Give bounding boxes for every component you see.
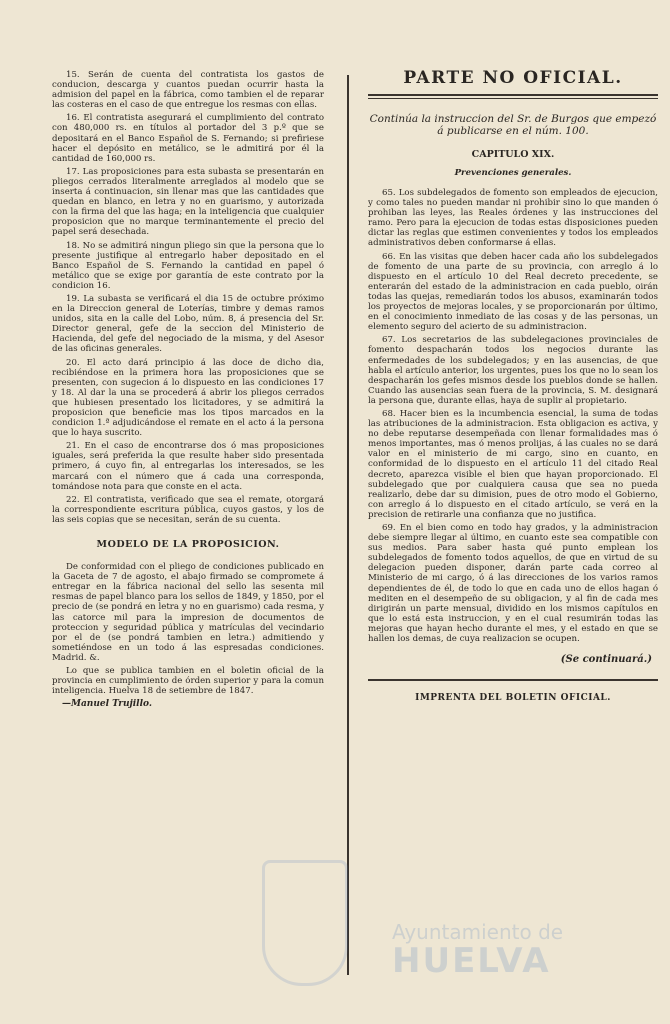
condition-20: 20. El acto dará principio á las doce de dicho dia, recibiéndose en la primera hora las proposiciones que se presenten, con sugecion á lo dispuesto en las condiciones 17 y 18. Al dar la una se procederá á abrir los pliegos cerrados que hubiesen presentado los licitadores, y se admitirá la proposicion que beneficie mas los tipos marcados en la condicion 1.ª adjudicándose el remate en el acto á la persona que lo haya suscrito. <box>52 357 324 439</box>
article-67: 67. Los secretarios de las subdelegaciones provinciales de fomento despacharán todos los negocios durante las enfermedades de los subdelegados; y en las ausencias, de que habla el artículo anterior, los urgentes, pues los que no lo sean los despacharán los gefes mismos desde los pueblos donde se hallen. Cuando las ausencias sean fuera de la provincia, S. M. designará la persona que, durante ellas, haya de suplir al propietario. <box>368 335 658 406</box>
chapter-heading: CAPITULO XIX. <box>471 149 555 160</box>
article-65: 65. Los subdelegados de fomento son empleados de ejecucion, y como tales no pueden mandar ni prohibir sino lo que manden ó prohiban las leyes, las Reales órdenes y las instrucciones del ramo. Pero para la ejecucion de todas estas disposiciones pueden dictar las reglas que estimen convenientes y todos los empleados administrativos deben conformarse á ellas. <box>368 188 658 249</box>
continued-note: (Se continuará.) <box>560 654 652 666</box>
article-66: 66. En las visitas que deben hacer cada año los subdelegados de fomento de una parte de su provincia, con arreglo á lo dispuesto en el artículo 10 del Real decreto precedente, se enterarán del estado de la administracion en cada pueblo, oirán todas las quejas, remediarán todos los abusos, examinarán todos los proyectos de mejoras locales, y se proporcionarán por último, en el conocimiento inmediato de las cosas y de las personas, un elemento seguro del acierto de su administracion. <box>368 251 658 333</box>
model-heading: MODELO DE LA PROPOSICION. <box>96 539 280 551</box>
right-column <box>368 70 658 703</box>
condition-22: 22. El contratista, verificado que sea el remate, otorgará la correspondiente escritura pública, cuyos gastos, y los de las seis copias que se necesitan, serán de su cuenta. <box>52 494 324 525</box>
left-column <box>52 70 324 709</box>
signature: —Manuel Trujillo. <box>62 699 152 710</box>
condition-15: 15. Serán de cuenta del contratista los gastos de conducion, descarga y cuantos puedan ocurrir hasta la admision del papel en la fábrica, como tambien el de reparar las costeras en el caso de que entregue los resmas con ellas. <box>52 70 324 111</box>
section-heading: Prevenciones generales. <box>454 168 572 178</box>
condition-21: 21. En el caso de encontrarse dos ó mas proposiciones iguales, será preferida la que resulte haber sido presentada primero, á cuyo fin, al entregarlas los interesados, se les marcará con el número que á cada una corresponda, tomándose nota para que conste en el acta. <box>52 441 324 492</box>
condition-16: 16. El contratista asegurará el cumplimiento del contrato con 480,000 rs. en títulos al portador del 3 p.º que se depositará en el Banco Español de S. Fernando; si prefiriese hacer el depósito en metálico, se le admitirá por él la cantidad de 160,000 rs. <box>52 113 324 164</box>
column-divider <box>347 75 349 975</box>
watermark-line2: HUELVA <box>392 941 551 981</box>
model-paragraph: De conformidad con el pliego de condiciones publicado en la Gaceta de 7 de agosto, el abajo firmado se compromete á entregar en la fábrica nacional del sello las sesenta mil resmas de papel blanco para los sellos de 1849, y 1850, por el precio de (se pondrá en letra y no en guarismo) cada resma, y las catorce mil para la impresion de documentos de proteccion y seguridad pública y matrículas del vecindario por el de (se pondrá tambien en letra.) admitiendo y sometiéndose en un todo á las espresadas condiciones. Madrid. &. <box>52 562 324 663</box>
article-subtitle: Continúa la instruccion del Sr. de Burgos que empezó á publicarse en el núm. 100. <box>369 113 657 137</box>
article-68: 68. Hacer bien es la incumbencia esencial, la suma de todas las atribuciones de la administracion. Esta obligacion es activa, y no debe reputarse desempeñada con llenar formalidades mas ó menos importantes, mas ó menos prolijas, á las cuales no se dará valor en el ministerio de mi cargo, sino en cuanto, en conformidad de lo dispuesto en el artículo 11 del citado Real decreto, aparezca visible el bien que hayan proporcionado. El subdelegado que por cualquiera causa que sea no pueda realizarlo, debe dar su dimision, pues de otro modo el Gobierno, con arreglo á lo dispuesto en el citado artículo, se verá en la precision de retirarle una confianza que no justifica. <box>368 408 658 520</box>
watermark-line1: Ayuntamiento de <box>392 920 564 944</box>
condition-19: 19. La subasta se verificará el dia 15 de octubre próximo en la Direccion general de Loterías, timbre y demas ramos unidos, sita en la calle del Lobo, núm. 8, á presencia del Sr. Director general, gefe de la seccion del Ministerio de Hacienda, del gefe del negociado de la misma, y del Asesor de las oficinas generales. <box>52 293 324 355</box>
condition-17: 17. Las proposiciones para esta subasta se presentarán en pliegos cerrados literalmente arreglados al modelo que se inserta á continuacion, sin llenar mas que las cantidades que quedan en blanco, en letra y no en guarismo, y autorizada con la firma del que las haga; en la inteligencia que cualquier proposicion que no marque terminantemente el precio del papel será desechada. <box>52 166 324 238</box>
publication-note: Lo que se publica tambien en el boletin oficial de la provincia en cumplimiento de órden superior y para la comun inteligencia. Huelva 18 de setiembre de 1847. <box>52 665 324 697</box>
condition-18: 18. No se admitirá ningun pliego sin que la persona que lo presente justifique al entregarlo haber depositado en el Banco Español de S. Fernando la cantidad en papel ó metálico que se exige por garantía de este contrato por la condicion 16. <box>52 240 324 291</box>
title-rule <box>368 94 658 99</box>
watermark-shield <box>262 860 348 986</box>
footer-rule <box>368 679 658 681</box>
article-69: 69. En el bien como en todo hay grados, y la administracion debe siempre llegar al último, en cuanto este sea compatible con sus medios. Para saber hasta qué punto emplean los subdelegados de fomento todos aquellos, de que en virtud de su delegacion pueden disponer, darán parte cada correo al Ministerio de mi cargo, ó á las direcciones de los varios ramos dependientes de él, de todo lo que en cada uno de ellos hagan ó mediten en el desempeño de su obligacion, y al fin de cada mes dirigirán un parte mensual, dividido en los mismos capítulos en que lo está esta instruccion, y en el cual resumirán todas las mejoras que hayan hecho durante el mes, y el estado en que se hallen los demas, de cuya realizacion se ocupen. <box>368 523 658 645</box>
imprint-line: IMPRENTA DEL BOLETIN OFICIAL. <box>415 693 611 704</box>
watermark <box>392 920 622 990</box>
section-title: PARTE NO OFICIAL. <box>403 68 623 88</box>
